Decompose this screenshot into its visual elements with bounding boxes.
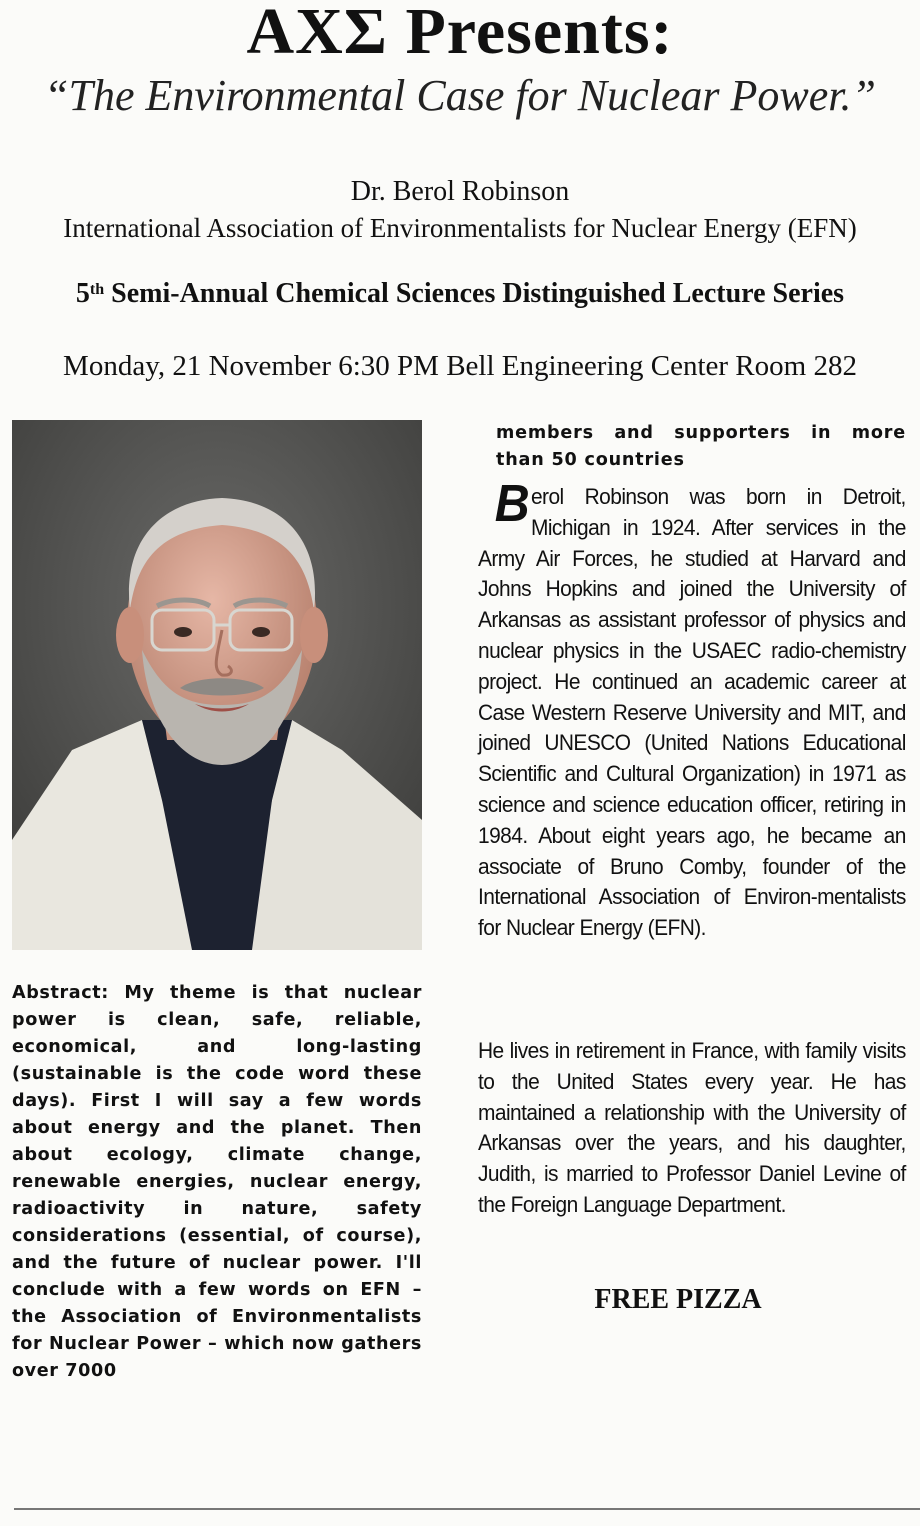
speaker-name: Dr. Berol Robinson: [350, 176, 570, 207]
talk-title: “The Environmental Case for Nuclear Power.”: [44, 71, 876, 120]
biography-paragraph-1: [478, 475, 906, 944]
speaker-portrait-image: [12, 420, 422, 950]
series-suffix: th: [89, 281, 105, 298]
abstract-continuation: members and supporters in more than 50 countries: [496, 423, 906, 470]
abstract-text: Abstract: My theme is that nuclear power is clean, safe, reliable, economical, and long-lasting (sustainable is the code word these days). First I will say a few words about energy and the planet. Then about ecology, climate change, renewable energies, nuclear energy, radioactivity in nature, safety considerations (essential, of course), and the future of nuclear power. I'll conclude with a few words on EFN – the Association of Environmentalists for Nuclear Power – which now gathers over 7000: [12, 983, 422, 1381]
series-name: Semi-Annual Chemical Sciences Distinguished Lecture Series: [111, 278, 845, 309]
page-title: ΑΧΣ Presents:: [246, 0, 674, 68]
bottom-divider: [14, 1508, 920, 1510]
speaker-photo: [12, 420, 422, 950]
biography-paragraph-2: He lives in retirement in France, with family visits to the United States every year. He has maintained a relationship with the University of Arkansas over the years, and his daughter, Judith, is married to Professor Daniel Levine of the Foreign Language Department.: [478, 1038, 906, 1217]
free-pizza-note: FREE PIZZA: [594, 1284, 762, 1315]
biography-paragraph-1-text: erol Robinson was born in Detroit, Michigan in 1924. After services in the Army Air Forces, he studied at Harvard and Johns Hopkins and joined the University of Arkansas as assistant professor of physics and nuclear physics in the USAEC radio-chemistry project. He continued an academic career at Case Western Reserve University and MIT, and joined UNESCO (United Nations Educational Scientific and Cultural Organization) in 1971 as science and science education officer, retiring in 1984. About eight years ago, he became an associate of Bruno Comby, founder of the International Association of Environ-mentalists for Nuclear Energy (EFN).: [478, 484, 906, 941]
drop-cap: B: [494, 475, 530, 533]
event-schedule: Monday, 21 November 6:30 PM Bell Engineering Center Room 282: [63, 350, 857, 382]
series-number: 5: [75, 278, 90, 309]
lecture-series: [0, 274, 920, 314]
speaker-organization: International Association of Environmentalists for Nuclear Energy (EFN): [63, 213, 857, 243]
